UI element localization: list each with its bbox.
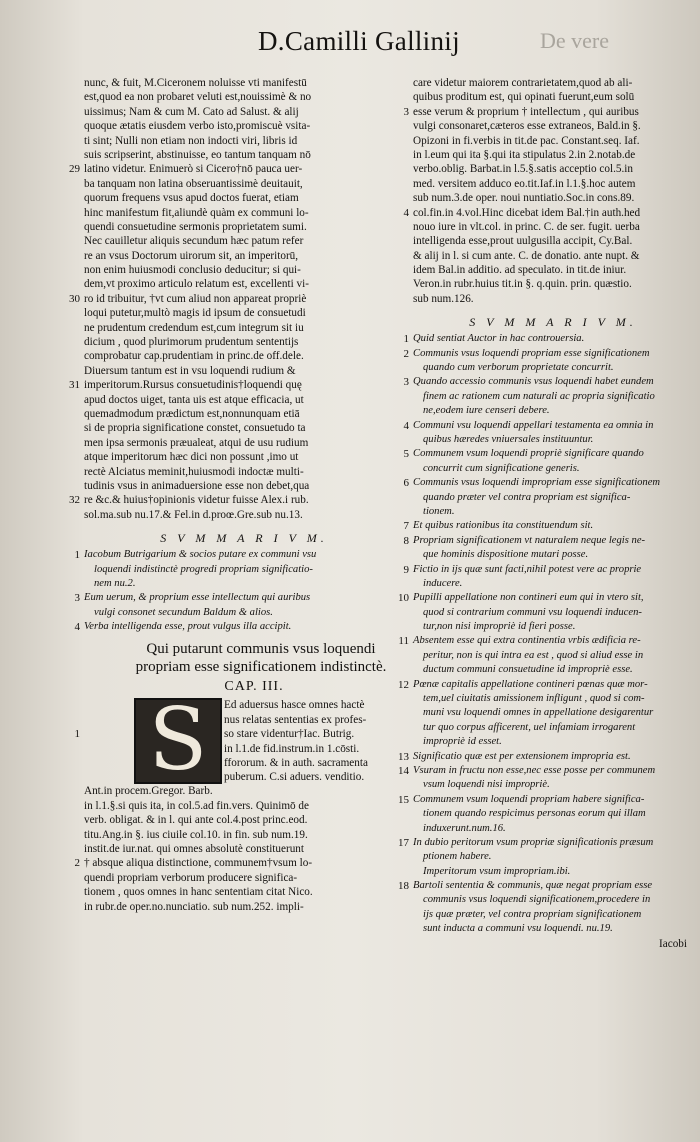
line-text: esse verum & proprium † intellectum , qui auribus — [413, 105, 639, 118]
summarium-item-line — [413, 735, 693, 749]
initial-letter: S — [148, 690, 208, 791]
line-text: dicium , quod plurimorum prudentum sententijs — [84, 336, 299, 349]
summarium-item-line — [413, 433, 693, 447]
line-text: care videtur maiorem contrarietatem,quod ab ali- — [413, 77, 633, 89]
text-line — [84, 842, 404, 856]
line-text: si de propria significatione constet, consuetudo ta — [84, 422, 306, 435]
summarium-item-line — [413, 822, 693, 836]
summarium-item-line — [413, 850, 693, 864]
summarium-item-line — [413, 491, 693, 505]
summarium-text: Absentem esse qui extra continentia vrbis ædificia re- — [413, 635, 641, 647]
summarium-item-line — [403, 332, 693, 346]
summarium-item-line — [413, 577, 693, 591]
line-text: rectè Alciatus meminit,huiusmodi indoctæ multi- — [84, 465, 304, 478]
right-column — [398, 76, 693, 951]
summarium-number: 15 — [398, 793, 409, 806]
summarium-text: Bartoli sententia & communis, quæ negat propriam esse — [413, 880, 653, 892]
text-line — [84, 220, 404, 234]
summarium-item-line — [398, 634, 693, 648]
summarium-text: tionem. — [423, 505, 455, 517]
text-line — [84, 263, 404, 277]
margin-number: 29 — [69, 163, 80, 176]
text-line — [413, 249, 693, 263]
summarium-item-line — [403, 534, 693, 548]
line-text: dem,vt proximo articulo relatum est, excellenti vi- — [84, 278, 309, 291]
summarium-item-line — [413, 606, 693, 620]
summarium-text: muni vsu loquendi omnes in appellatione desigarentur — [423, 707, 654, 719]
summarium-text: que hominis dispositione mutari posse. — [423, 549, 589, 561]
text-line — [84, 148, 404, 162]
summarium-number: 1 — [403, 333, 409, 346]
text-line — [84, 828, 404, 842]
text-line — [84, 177, 404, 191]
summarium-text: inducere. — [423, 577, 463, 589]
text-line — [84, 306, 404, 320]
line-text: sub num.3.de oper. noui nuntiatio.Soc.in cons.89. — [413, 192, 635, 205]
margin-number: 1 — [74, 728, 80, 741]
summarium-item-line — [413, 548, 693, 562]
summarium-number: 18 — [398, 880, 409, 893]
summarium-text: Communi vsu loquendi appellari testamenta ea omnia in — [413, 419, 654, 431]
dropcap-block — [74, 690, 404, 791]
line-text: in rubr.de oper.no.nunciatio. sub num.252. impli- — [84, 900, 304, 913]
line-text: men ipsa sermonis præualeat, atqui de usu rudium — [84, 436, 309, 449]
summarium-number: 12 — [398, 678, 409, 691]
text-line — [84, 784, 404, 798]
line-text: ba tanquam non latina obseruantissimè deuitauit, — [84, 177, 303, 190]
summarium-text: Eum uerum, & proprium esse intellectum qui auribus — [84, 592, 311, 604]
summarium-item-line — [413, 649, 693, 663]
summarium-item-line — [398, 836, 693, 850]
text-line — [84, 234, 404, 248]
summarium-text: finem ac rationem cum naturali ac propria significatio — [423, 390, 655, 402]
text-line — [413, 162, 693, 176]
text-line — [84, 900, 404, 914]
text-line — [84, 364, 404, 378]
summarium-item-line — [403, 519, 693, 533]
summarium-item-line — [413, 663, 693, 677]
line-text: sol.ma.sub nu.17.& Fel.in d.proœ.Gre.sub nu.13. — [84, 508, 303, 521]
line-text: med. versitem adduco eo.tit.Iaf.in l.1.§.hoc autem — [413, 177, 636, 190]
line-text: quendi propriam verborum producere significa- — [84, 871, 298, 884]
line-text: Nec cauilletur aliquis secundum hæc patum refer — [84, 235, 304, 248]
margin-number: 2 — [74, 857, 80, 870]
margin-number: 3 — [403, 105, 409, 118]
summarium-number: 3 — [403, 376, 409, 389]
summarium-item-line — [398, 879, 693, 893]
line-text: uissimus; Nam & cum M. Cato ad Salust. & alij — [84, 105, 299, 118]
summarium-text: In dubio peritorum vsum propriæ significationis præsum — [413, 836, 654, 848]
text-line — [84, 871, 404, 885]
summarium-text: Quando accessio communis vsus loquendi habet eundem — [413, 376, 654, 388]
line-text: idem Bal.in additio. ad speculato. in tit.de iniur. — [413, 264, 627, 277]
summarium-item-line — [74, 591, 404, 605]
text-line — [84, 90, 404, 104]
text-line — [164, 742, 404, 756]
summarium-item-line — [403, 447, 693, 461]
text-line — [84, 335, 404, 349]
text-line — [84, 508, 404, 522]
summarium-text: quando cum verborum proprietate concurrit. — [423, 362, 614, 374]
line-text: in l.1.de fid.instrum.in 1.cōsti. — [224, 742, 360, 755]
line-text: re an vsus Doctorum uirorum sit, an imperitorū, — [84, 249, 299, 262]
line-text: imperitorum.Rursus consuetudinis†loquendi quę — [84, 379, 302, 392]
summarium-text: concurrit cum significatione generis. — [423, 462, 580, 474]
text-line — [84, 479, 404, 493]
line-text: puberum. C.si aduers. venditio. — [224, 771, 365, 784]
summarium-text: quando præter vel contra propriam est significa- — [423, 491, 631, 503]
line-text: comprobatur cap.prudentiam in princ.de off.dele. — [84, 350, 304, 363]
text-line — [74, 727, 404, 741]
chapter-title-line-1: Qui putarunt communis vsus loquendi — [146, 641, 376, 658]
summarium-text: ductum communi consuetudine id impropriè esse. — [423, 664, 633, 676]
line-text: col.fin.in 4.vol.Hinc dicebat idem Bal.†in auth.hed — [413, 206, 641, 219]
text-line — [84, 436, 404, 450]
summarium-text: impropriè id esset. — [423, 736, 502, 748]
summarium-text: ijs quæ præter, vel contra propriam significationem — [423, 908, 642, 920]
left-summarium-list — [74, 548, 404, 634]
chapter-opening-lines — [74, 698, 404, 784]
left-body-text — [69, 76, 404, 522]
line-text: nouo iure in vlt.col. in princ. C. de ser. fugit. uerba — [413, 220, 640, 233]
text-line — [413, 292, 693, 306]
summarium-text: tionem quando respicimus personas eorum qui illam — [423, 808, 646, 820]
catchword: Iacobi — [659, 937, 687, 950]
summarium-number: 13 — [398, 750, 409, 763]
line-text: instit.de iur.nat. qui omnes absolutè constituerunt — [84, 843, 304, 856]
line-text: sub num.126. — [413, 292, 474, 305]
line-text: so stare videntur†Iac. Butrig. — [224, 728, 355, 741]
line-text: ti sint; Nulli non etiam non indocti viri, libris id — [84, 134, 298, 147]
summarium-text: Communem vsum loquendi propriè significare quando — [413, 448, 644, 460]
summarium-number: 10 — [398, 592, 409, 605]
line-text: atque imperitorum hæc dici non possunt ,imo ut — [84, 451, 299, 464]
text-line — [413, 119, 693, 133]
summarium-item-line — [74, 548, 404, 562]
summarium-text: induxerunt.num.16. — [423, 822, 506, 834]
summarium-item-line — [398, 591, 693, 605]
summarium-item-line — [403, 419, 693, 433]
summarium-item-line — [398, 764, 693, 778]
summarium-item-line — [403, 375, 693, 389]
text-line — [413, 148, 693, 162]
line-text: suis scripserint, abstinuisse, eo tantum tanquam nō — [84, 148, 311, 161]
summarium-text: Communis vsus loquendi impropriam esse significationem — [413, 477, 661, 489]
text-line — [84, 799, 404, 813]
text-line — [403, 105, 693, 119]
summarium-text: communis vsus loquendi significationem,procedere in — [423, 894, 651, 906]
line-text: in l.eum qui ita §.qui ita stipulatus 2.in 2.notab.de — [413, 148, 636, 161]
text-line — [69, 493, 404, 507]
summarium-text: nem nu.2. — [94, 577, 136, 589]
summarium-text: ptionem habere. — [423, 851, 492, 863]
line-text: est,quod ea non probaret veluti est,nouissimè & no — [84, 91, 312, 104]
summarium-item-line — [403, 347, 693, 361]
line-text: tudinis vsus in animaduersione esse non debet,qua — [84, 479, 310, 492]
summarium-number: 11 — [398, 635, 409, 648]
summarium-text: sunt inducta a communi vsu loquendi. nu.19. — [423, 923, 613, 935]
text-line — [413, 263, 693, 277]
summarium-item-line — [413, 692, 693, 706]
summarium-item-line — [413, 390, 693, 404]
text-line — [69, 162, 404, 176]
line-text: verb. obligat. & in l. qui ante col.4.post princ.eod. — [84, 814, 308, 827]
line-text: quorum frequens vsus apud doctos fuerat, etiam — [84, 192, 299, 205]
summarium-item-line — [413, 404, 693, 418]
summarium-item-line — [84, 577, 404, 591]
text-line — [84, 885, 404, 899]
line-text: latino videtur. Enimuerò si Cicero†nō pauca uer- — [84, 163, 303, 176]
summarium-text: Iacobum Butrigarium & socios putare ex communi vsu — [84, 549, 317, 561]
text-line — [84, 450, 404, 464]
text-line — [84, 191, 404, 205]
text-line — [69, 292, 404, 306]
right-summarium-list — [398, 332, 693, 936]
summarium-item-line — [413, 908, 693, 922]
summarium-item-line — [398, 793, 693, 807]
bleed-through-text: De vere — [540, 28, 610, 53]
summarium-number: 3 — [74, 592, 80, 605]
summarium-number: 1 — [74, 549, 80, 562]
summarium-text: tur quo corpus afficerent, uel infamiam irrogarent — [423, 721, 636, 733]
summarium-text: ne,eodem iure censeri debere. — [423, 405, 550, 417]
text-line — [84, 349, 404, 363]
line-text: non enim huiusmodi conclusio deducitur; si qui- — [84, 264, 301, 277]
line-text: quendi consuetudine sermonis proprietatem sumi. — [84, 220, 307, 233]
text-line — [84, 393, 404, 407]
summarium-text: Vsuram in fructu non esse,nec esse posse per communem — [413, 764, 656, 776]
summarium-item-line — [413, 893, 693, 907]
text-line — [74, 856, 404, 870]
summarium-item-line — [398, 750, 693, 764]
summarium-item-line — [413, 721, 693, 735]
summarium-text: Communem vsum loquendi propriam habere significa- — [413, 793, 645, 805]
line-text: hinc manifestum fit,aliundè quàm ex communi lo- — [84, 206, 309, 219]
margin-number: 30 — [69, 292, 80, 305]
summarium-text: loquendi indistinctè progredi propriam significatio- — [94, 563, 313, 575]
line-text: tionem , quos omnes in hanc sententiam citat Nico. — [84, 886, 313, 899]
summarium-number: 8 — [403, 534, 409, 547]
text-line — [84, 321, 404, 335]
text-line — [84, 119, 404, 133]
text-line — [413, 76, 693, 90]
line-text: Ant.in procem.Gregor. Barb. — [84, 785, 213, 798]
text-line — [84, 277, 404, 291]
summarium-text: Pœnæ capitalis appellatione contineri pœnas quæ mor- — [413, 678, 648, 690]
chapter-number-heading: CAP. III. — [224, 679, 284, 695]
text-line — [69, 378, 404, 392]
summarium-item-line — [413, 865, 693, 879]
right-summarium-heading: S V M M A R I V M. — [469, 315, 637, 330]
line-text: nus relatas sententias ex profes- — [224, 713, 367, 726]
line-text: re &c.& huius†opinionis videtur fuisse Alex.i rub. — [84, 494, 309, 507]
summarium-number: 2 — [403, 347, 409, 360]
line-text: & alij in l. si cum ante. C. de donatio. ante nupt. & — [413, 249, 640, 262]
left-summarium-heading: S V M M A R I V M. — [160, 531, 328, 546]
summarium-item-line — [74, 620, 404, 634]
line-text: ffororum. & in auth. sacramenta — [224, 757, 368, 770]
text-line — [413, 220, 693, 234]
line-text: nunc, & fuit, M.Ciceronem noluisse vti manifestū — [84, 77, 307, 89]
summarium-text: Imperitorum vsum impropriam.ibi. — [423, 865, 571, 877]
summarium-text: Significatio quæ est per extensionem impropria est. — [413, 750, 631, 762]
summarium-item-line — [398, 678, 693, 692]
summarium-number: 7 — [403, 520, 409, 533]
summarium-text: quibus hæredes vniuersales instituuntur. — [423, 433, 594, 445]
left-column — [69, 76, 404, 914]
text-line — [164, 713, 404, 727]
summarium-item-line — [413, 807, 693, 821]
text-line — [413, 134, 693, 148]
summarium-number: 6 — [403, 477, 409, 490]
summarium-number: 4 — [403, 419, 409, 432]
line-text: quemadmodum prædictum est,nonnunquam etiā — [84, 407, 300, 420]
summarium-text: Pupilli appellatione non contineri eum qui in vtero sit, — [413, 592, 644, 604]
text-line — [413, 277, 693, 291]
margin-number: 31 — [69, 379, 80, 392]
line-text: ro id tribuitur, †vt cum aliud non appareat propriè — [84, 292, 307, 305]
summarium-number: 17 — [398, 836, 409, 849]
summarium-item-line — [413, 505, 693, 519]
line-text: Veron.in rubr.huius tit.in §. q.quin. prin. quæstio. — [413, 278, 632, 291]
line-text: Diuersum tantum est in vsu loquendi rudium & — [84, 364, 296, 377]
text-line — [413, 177, 693, 191]
text-line — [164, 698, 404, 712]
summarium-item-line — [84, 606, 404, 620]
line-text: loqui putetur,multò magis id ipsum de consuetudi — [84, 307, 306, 320]
line-text: quoque ætatis eiusdem verbo isto,promiscuè vsita- — [84, 120, 311, 133]
summarium-text: Et quibus rationibus ita constituendum sit. — [413, 520, 594, 532]
text-line — [413, 234, 693, 248]
text-line — [403, 206, 693, 220]
summarium-item-line — [413, 706, 693, 720]
chapter-title-line-2: propriam esse significationem indistinctè. — [135, 659, 387, 676]
margin-number: 4 — [403, 206, 409, 219]
summarium-item-line — [403, 563, 693, 577]
text-line — [413, 90, 693, 104]
line-text: apud doctos uiget, tanta uis est atque efficacia, ut — [84, 393, 304, 406]
margin-number: 32 — [69, 494, 80, 507]
chapter-body-text — [74, 784, 404, 914]
summarium-item-line — [413, 778, 693, 792]
line-text: vulgi consonaret,cæteros esse extraneos, Bald.in §. — [413, 120, 641, 133]
summarium-text: vsum loquendi nisi impropriè. — [423, 779, 550, 791]
text-line — [84, 421, 404, 435]
text-line — [84, 813, 404, 827]
text-line — [84, 206, 404, 220]
text-line — [84, 249, 404, 263]
summarium-text: quod si contrarium communi vsu loquendi inducen- — [423, 606, 642, 618]
line-text: intelligenda esse,prout uulgusilla accipit, Cy.Bal. — [413, 235, 633, 248]
text-line — [84, 76, 404, 90]
text-line — [84, 134, 404, 148]
summarium-text: Communis vsus loquendi propriam esse significationem — [413, 347, 650, 359]
line-text: quibus proditum est, qui opinati fuerunt,eum solū — [413, 91, 635, 104]
line-text: Opizoni in fi.verbis in tit.de pac. Constant.seq. Iaf. — [413, 134, 640, 147]
text-line — [413, 191, 693, 205]
summarium-text: peritur, non is qui intra ea est , quod si aliud esse in — [423, 649, 644, 661]
text-line — [84, 105, 404, 119]
text-line — [164, 770, 404, 784]
line-text: ne prudentum credendum est,cum integrum sit iu — [84, 321, 304, 334]
summarium-number: 5 — [403, 448, 409, 461]
summarium-number: 4 — [74, 621, 80, 634]
summarium-text: Propriam significationem vt naturalem neque legis ne- — [413, 534, 646, 546]
summarium-item-line — [413, 620, 693, 634]
summarium-number: 14 — [398, 764, 409, 777]
line-text: † absque aliqua distinctione, communem†vsum lo- — [84, 857, 313, 870]
summarium-text: tem,uel ciuitatis amissionem infligunt , quod si com- — [423, 693, 645, 705]
summarium-item-line — [413, 361, 693, 375]
summarium-text: Quid sentiat Auctor in hac controuersia. — [413, 333, 585, 345]
summarium-text: Fictio in ijs quæ sunt facti,nihil potest vere ac proprie — [413, 563, 642, 575]
line-text: in l.1.§.si quis ita, in col.5.ad fin.vers. Quinimō de — [84, 799, 309, 812]
running-head: D.Camilli Gallinij — [258, 26, 460, 56]
summarium-item-line — [413, 462, 693, 476]
line-text: Ed aduersus hasce omnes hactè — [224, 699, 365, 712]
summarium-text: tur,non nisi impropriè id fieri posse. — [423, 621, 576, 633]
summarium-text: vulgi consonet secundum Baldum & alios. — [94, 606, 273, 618]
line-text: titu.Ang.in §. ius ciuile col.10. in fin. sub num.19. — [84, 828, 308, 841]
summarium-number: 9 — [403, 563, 409, 576]
summarium-item-line — [403, 476, 693, 490]
text-line — [84, 465, 404, 479]
text-line — [164, 756, 404, 770]
right-body-text — [403, 76, 693, 306]
line-text: verbo.oblig. Barbat.in l.5.§.satis acceptio col.5.in — [413, 163, 633, 176]
summarium-text: Verba intelligenda esse, prout vulgus illa accipit. — [84, 621, 292, 633]
summarium-item-line — [413, 922, 693, 936]
text-line — [84, 407, 404, 421]
summarium-item-line — [84, 563, 404, 577]
